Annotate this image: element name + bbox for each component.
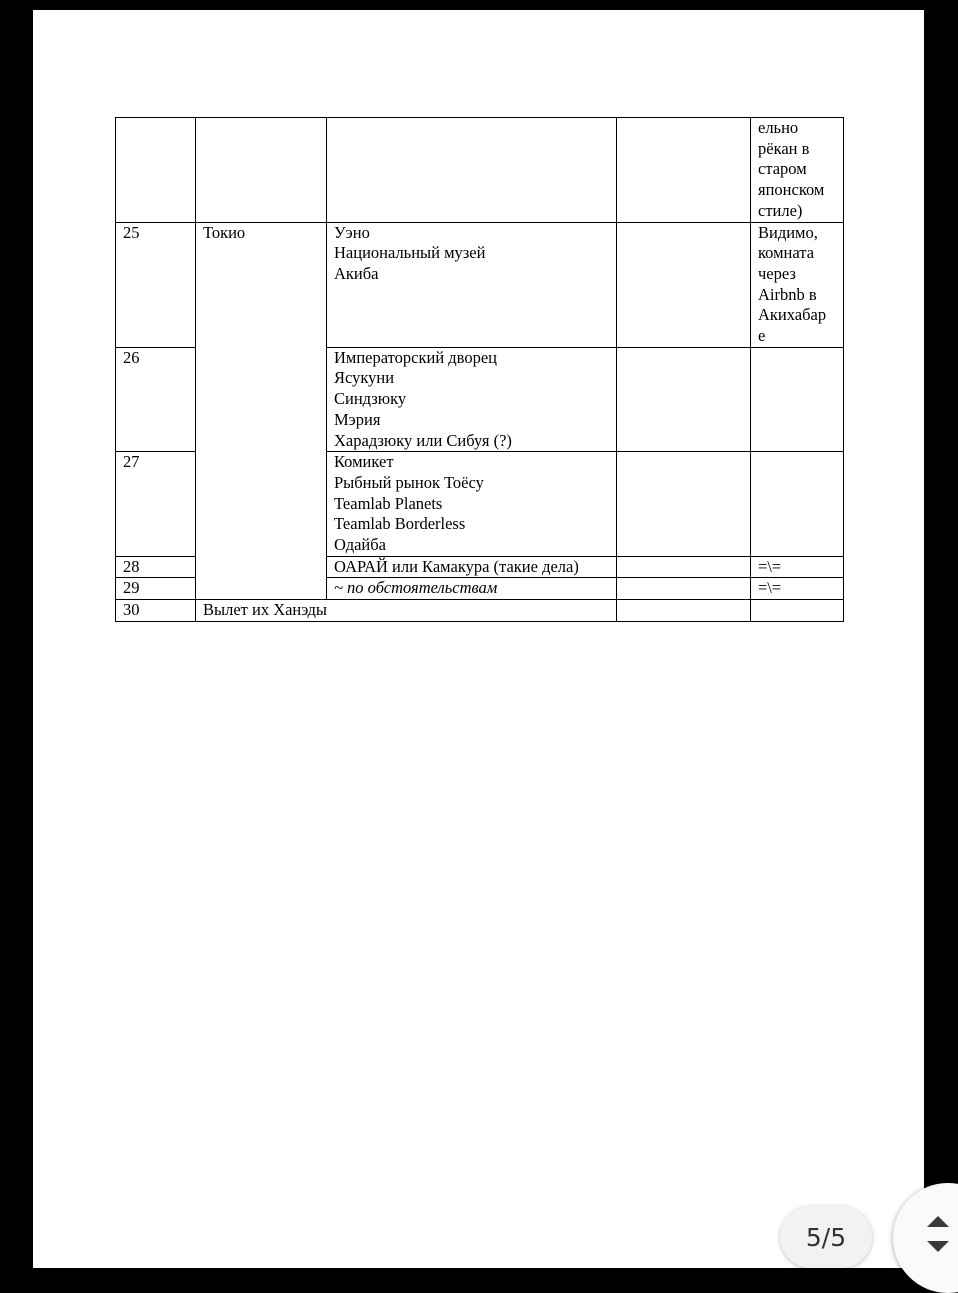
empty-cell xyxy=(617,222,751,347)
page-indicator: 5/5 xyxy=(780,1206,872,1268)
day-cell: 25 xyxy=(116,222,196,347)
city-cell: Токио xyxy=(196,222,327,600)
itinerary-table xyxy=(115,117,844,622)
document-page xyxy=(33,10,924,1268)
notes-cell: ельно рёкан в старом японском стиле) xyxy=(751,118,844,223)
notes-cell xyxy=(751,452,844,557)
empty-cell xyxy=(617,452,751,557)
city-cell xyxy=(196,118,327,223)
day-cell: 26 xyxy=(116,347,196,452)
notes-cell: Видимо, комната через Airbnb в Акихабар е xyxy=(751,222,844,347)
notes-cell: =\= xyxy=(751,556,844,578)
table-row xyxy=(116,600,844,622)
empty-cell xyxy=(617,347,751,452)
chevron-down-icon[interactable] xyxy=(927,1241,949,1252)
chevron-up-icon[interactable] xyxy=(927,1216,949,1227)
places-cell: ~ по обстоятельствам xyxy=(327,578,617,600)
places-cell: ОАРАЙ или Камакура (такие дела) xyxy=(327,556,617,578)
table-row xyxy=(116,222,844,347)
empty-cell xyxy=(617,118,751,223)
day-cell: 28 xyxy=(116,556,196,578)
table-row xyxy=(116,118,844,223)
places-cell xyxy=(327,118,617,223)
notes-cell xyxy=(751,347,844,452)
empty-cell xyxy=(617,556,751,578)
day-cell: 30 xyxy=(116,600,196,622)
departure-cell: Вылет их Ханэды xyxy=(196,600,617,622)
places-cell: Комикет Рыбный рынок Тоёсу Teamlab Planets Teamlab Borderless Одайба xyxy=(327,452,617,557)
empty-cell xyxy=(617,600,751,622)
notes-cell: =\= xyxy=(751,578,844,600)
notes-cell xyxy=(751,600,844,622)
empty-cell xyxy=(617,578,751,600)
day-cell xyxy=(116,118,196,223)
places-cell: Уэно Национальный музей Акиба xyxy=(327,222,617,347)
places-cell: Императорский дворец Ясукуни Синдзюку Мэрия Харадзюку или Сибуя (?) xyxy=(327,347,617,452)
day-cell: 27 xyxy=(116,452,196,557)
day-cell: 29 xyxy=(116,578,196,600)
